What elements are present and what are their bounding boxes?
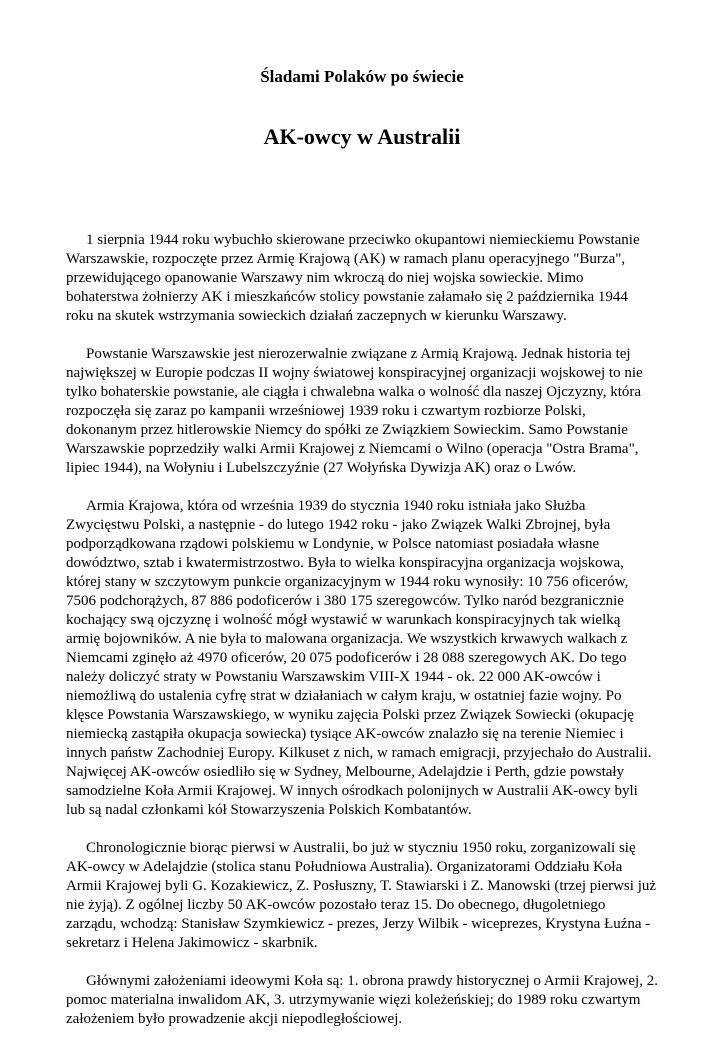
paragraph-2: Powstanie Warszawskie jest nierozerwalnie związane z Armią Krajową. Jednak historia tej największej w Europie podczas II wojny światowej konspiracyjnej organizacji wojskowej to nie tylko bohaterskie powstanie, ale ciągła i chwalebna walka o wolność dla naszej Ojczyzny, która rozpoczęła się zaraz po kampanii wrześniowej 1939 roku i czwartym rozbiorze Polski, dokonanym przez hitlerowskie Niemcy do spółki ze Związkiem Sowieckim. Samo Powstanie Warszawskie poprzedziły walki Armii Krajowej z Niemcami o Wilno (operacja "Ostra Brama", lipiec 1944), na Wołyniu i Lubelszczyźnie (27 Wołyńska Dywizja AK) oraz o Lwów. — [66, 346, 643, 476]
paragraph-4: Chronologicznie biorąc pierwsi w Australii, bo już w styczniu 1950 roku, zorganizowali się AK-owcy w Adelajdzie (stolica stanu Południowa Australia). Organizatorami Oddziału Koła Armii Krajowej byli G. Kozakiewicz, Z. Posłuszny, T. Stawiarski i Z. Manowski (trzej pierwsi już nie żyją). Z ogólnej liczby 50 AK-owców pozostało teraz 15. Do obecnego, długoletniego zarządu, wchodzą: Stanisław Szymkiewicz - prezes, Jerzy Wilbik - wiceprezes, Krystyna Łuźna - sekretarz i Helena Jakimowicz - skarbnik. — [66, 840, 657, 951]
paragraph-3: Armia Krajowa, która od września 1939 do stycznia 1940 roku istniała jako Służba Zwycięstwu Polski, a następnie - do lutego 1942 roku - jako Związek Walki Zbrojnej, była podporządkowana rządowi polskiemu w Londynie, w Polsce natomiast posiadała własne dowództwo, sztab i kwatermistrzostwo. Była to wielka konspiracyjna organizacja wojskowa, której stany w szczytowym punkcie organizacyjnym w 1944 roku wynosiły: 10 756 oficerów, 7506 podchorążych, 87 886 podoficerów i 380 175 szeregowców. Tylko naród bezgranicznie kochający swą ojczyznę i wolność mógł wystawić w warunkach konspiracyjnych tak wielką armię bojowników. A nie była to malowana organizacja. We wszystkich krwawych walkach z Niemcami zginęło aż 4970 oficerów, 20 075 podoficerów i 28 088 szeregowych AK. Do tego należy doliczyć straty w Powstaniu Warszawskim VIII-X 1944 - ok. 22 000 AK-owców i niemożliwą do ustalenia cyfrę strat w działaniach w całym kraju, w ostatniej fazie wojny. Po klęsce Powstania Warszawskiego, w wyniku zajęcia Polski przez Związek Sowiecki (okupację niemiecką zastąpiła okupacja sowiecka) tysiące AK-owców znalazło się na terenie Niemiec i innych państw Zachodniej Europy. Kilkuset z nich, w ramach emigracji, przyjechało do Australii. Najwięcej AK-owców osiedliło się w Sydney, Melbourne, Adelajdzie i Perth, gdzie powstały samodzielne Koła Armii Krajowej. W innych ośrodkach polonijnych w Australii AK-owcy byli lub są nadal członkami kół Stowarzyszenia Polskich Kombatantów. — [66, 498, 652, 818]
article-body — [66, 231, 658, 1048]
page-title: AK-owcy w Australii — [263, 124, 461, 149]
paragraph-5: Głównymi założeniami ideowymi Koła są: 1. obrona prawdy historycznej o Armii Krajowej, 2. pomoc materialna inwalidom AK, 3. utrzymywanie więzi koleżeńskiej; do 1989 roku czwartym założeniem było prowadzenie akcji niepodległościowej. — [66, 973, 658, 1027]
series-title: Śladami Polaków po świecie — [260, 67, 464, 86]
paragraph-1: 1 sierpnia 1944 roku wybuchło skierowane przeciwko okupantowi niemieckiemu Powstanie Warszawskie, rozpoczęte przez Armię Krajową (AK) w ramach planu operacyjnego "Burza", przewidującego opanowanie Warszawy nim wkroczą do niej wojska sowieckie. Mimo bohaterstwa żołnierzy AK i mieszkańców stolicy powstanie załamało się 2 października 1944 roku na skutek wstrzymania sowieckich działań zaczepnych w kierunku Warszawy. — [66, 232, 640, 324]
